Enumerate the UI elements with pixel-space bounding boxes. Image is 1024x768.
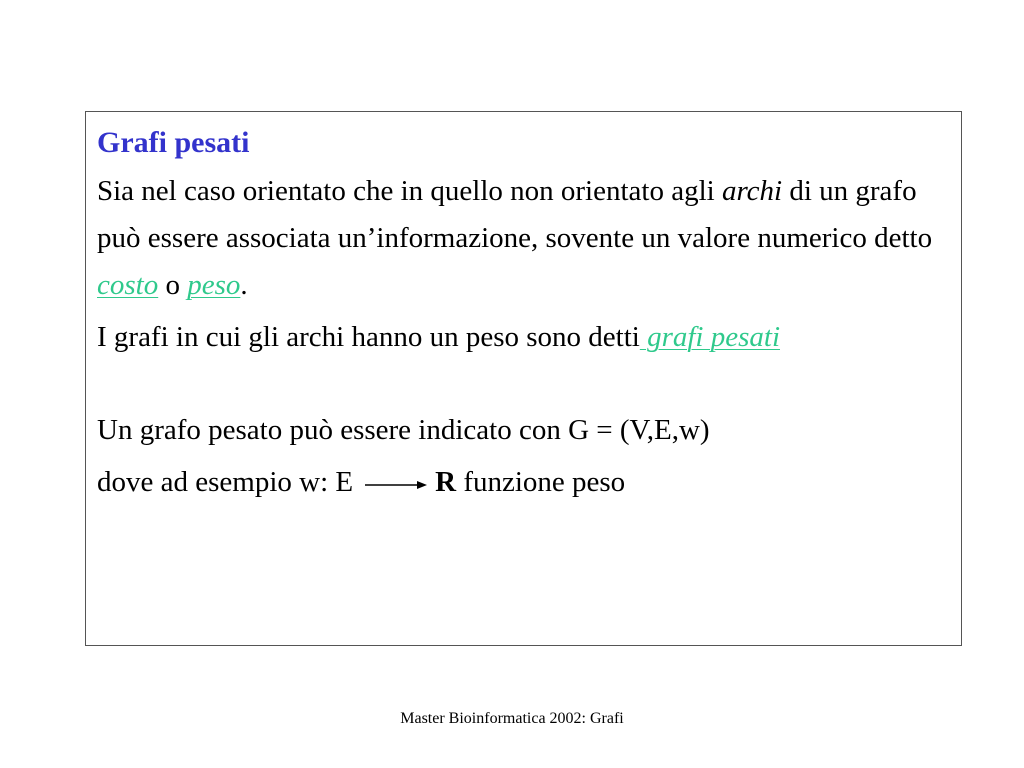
paragraph-definition: [97, 314, 951, 361]
text-run: I grafi in cui gli archi hanno un peso sono detti: [97, 321, 640, 353]
text-run: dove ad esempio w: E: [97, 466, 354, 498]
right-arrow-icon: [365, 473, 429, 493]
term-archi: archi: [721, 175, 783, 207]
term-costo: costo: [97, 269, 159, 301]
text-run: Un grafo pesato può essere indicato con G = (V,E,w): [97, 414, 710, 446]
text-run: .: [240, 269, 248, 301]
slide-title: Grafi pesati: [97, 126, 250, 159]
text-run: o: [158, 269, 188, 301]
text-run: Sia nel caso orientato che in quello non orientato agli: [97, 175, 722, 207]
real-numbers-symbol: R: [435, 466, 457, 498]
content-box: [85, 111, 962, 646]
term-peso: peso: [187, 269, 241, 301]
text-run: funzione peso: [456, 466, 626, 498]
paragraph-weighted-edges: [97, 168, 951, 309]
paragraph-notation: [97, 407, 951, 454]
text-run: di un grafo può essere associata un’informazione, sovente un valore numerico detto: [97, 175, 933, 254]
slide-footer: Master Bioinformatica 2002: Grafi: [400, 710, 624, 727]
paragraph-weight-function: [97, 459, 951, 506]
term-grafi-pesati: grafi pesati: [639, 321, 780, 353]
